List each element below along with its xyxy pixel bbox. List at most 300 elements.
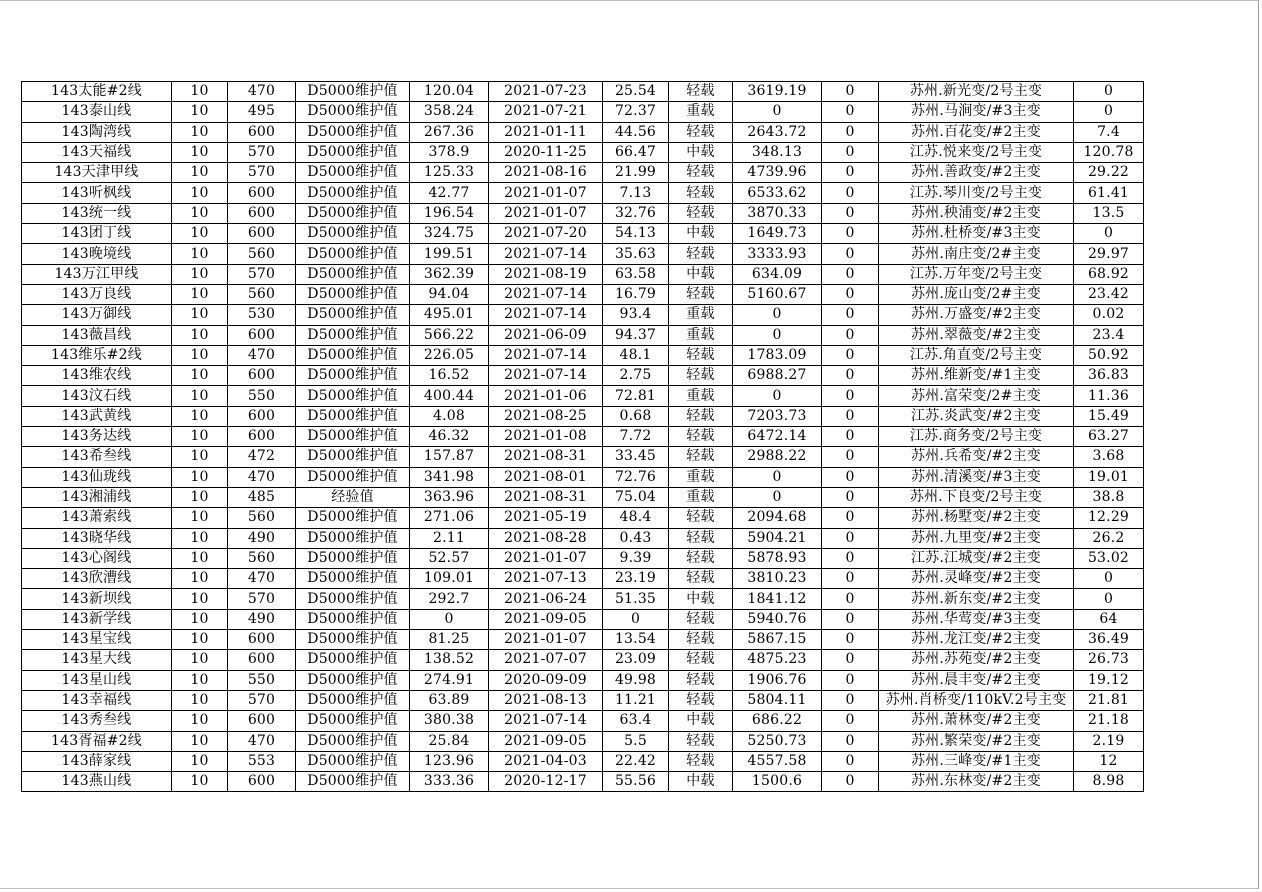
max-current-cell: 362.39: [410, 264, 489, 284]
max-current-cell: 94.04: [410, 284, 489, 304]
last-value-cell: 0.02: [1074, 305, 1144, 325]
date-cell: 2021-08-31: [489, 447, 603, 467]
load-status-cell: 轻载: [669, 163, 733, 183]
available-capacity-cell: 5804.11: [733, 690, 822, 710]
load-status-cell: 中载: [669, 142, 733, 162]
voltage-kv-cell: 10: [172, 244, 228, 264]
table-row: [22, 690, 1144, 710]
rated-current-cell: 600: [228, 630, 296, 650]
last-value-cell: 26.73: [1074, 650, 1144, 670]
load-status-cell: 轻载: [669, 183, 733, 203]
voltage-kv-cell: 10: [172, 508, 228, 528]
load-rate-cell: 0: [603, 609, 669, 629]
date-cell: 2021-07-13: [489, 569, 603, 589]
max-current-cell: 109.01: [410, 569, 489, 589]
feeder-name-cell: 143维农线: [22, 366, 172, 386]
last-value-cell: 29.97: [1074, 244, 1144, 264]
load-rate-cell: 63.4: [603, 711, 669, 731]
source-type-cell: D5000维护值: [296, 82, 410, 102]
feeder-name-cell: 143太能#2线: [22, 82, 172, 102]
voltage-kv-cell: 10: [172, 609, 228, 629]
zero-value-cell: 0: [822, 589, 879, 609]
date-cell: 2021-07-14: [489, 244, 603, 264]
available-capacity-cell: 2988.22: [733, 447, 822, 467]
available-capacity-cell: 0: [733, 386, 822, 406]
rated-current-cell: 600: [228, 122, 296, 142]
feeder-name-cell: 143湘浦线: [22, 487, 172, 507]
substation-transformer-cell: 苏州.南庄变/2#主变: [879, 244, 1074, 264]
date-cell: 2021-07-14: [489, 366, 603, 386]
voltage-kv-cell: 10: [172, 264, 228, 284]
source-type-cell: D5000维护值: [296, 772, 410, 792]
max-current-cell: 271.06: [410, 508, 489, 528]
source-type-cell: D5000维护值: [296, 305, 410, 325]
load-rate-cell: 5.5: [603, 731, 669, 751]
substation-transformer-cell: 苏州.庞山变/2#主变: [879, 284, 1074, 304]
feeder-name-cell: 143陶湾线: [22, 122, 172, 142]
voltage-kv-cell: 10: [172, 325, 228, 345]
substation-transformer-cell: 苏州.清溪变/#3主变: [879, 467, 1074, 487]
voltage-kv-cell: 10: [172, 163, 228, 183]
date-cell: 2021-08-16: [489, 163, 603, 183]
feeder-name-cell: 143新学线: [22, 609, 172, 629]
table-row: [22, 163, 1144, 183]
load-status-cell: 轻载: [669, 670, 733, 690]
last-value-cell: 2.19: [1074, 731, 1144, 751]
substation-transformer-cell: 苏州.善政变/#2主变: [879, 163, 1074, 183]
load-rate-cell: 54.13: [603, 224, 669, 244]
rated-current-cell: 570: [228, 163, 296, 183]
date-cell: 2021-05-19: [489, 508, 603, 528]
substation-transformer-cell: 苏州.九里变/#2主变: [879, 528, 1074, 548]
zero-value-cell: 0: [822, 163, 879, 183]
available-capacity-cell: 3810.23: [733, 569, 822, 589]
max-current-cell: 4.08: [410, 406, 489, 426]
feeder-name-cell: 143薛家线: [22, 751, 172, 771]
substation-transformer-cell: 苏州.肖桥变/110kV.2号主变: [879, 690, 1074, 710]
source-type-cell: D5000维护值: [296, 508, 410, 528]
date-cell: 2021-01-11: [489, 122, 603, 142]
rated-current-cell: 470: [228, 569, 296, 589]
voltage-kv-cell: 10: [172, 630, 228, 650]
load-status-cell: 轻载: [669, 447, 733, 467]
load-status-cell: 中载: [669, 264, 733, 284]
available-capacity-cell: 5878.93: [733, 548, 822, 568]
substation-transformer-cell: 苏州.新东变/#2主变: [879, 589, 1074, 609]
substation-transformer-cell: 苏州.下良变/2号主变: [879, 487, 1074, 507]
voltage-kv-cell: 10: [172, 345, 228, 365]
load-rate-cell: 51.35: [603, 589, 669, 609]
load-status-cell: 重载: [669, 487, 733, 507]
voltage-kv-cell: 10: [172, 82, 228, 102]
max-current-cell: 46.32: [410, 427, 489, 447]
source-type-cell: D5000维护值: [296, 447, 410, 467]
substation-transformer-cell: 苏州.灵峰变/#2主变: [879, 569, 1074, 589]
zero-value-cell: 0: [822, 609, 879, 629]
available-capacity-cell: 2643.72: [733, 122, 822, 142]
rated-current-cell: 560: [228, 548, 296, 568]
feeder-name-cell: 143天津甲线: [22, 163, 172, 183]
voltage-kv-cell: 10: [172, 386, 228, 406]
substation-transformer-cell: 江苏.商务变/2号主变: [879, 427, 1074, 447]
voltage-kv-cell: 10: [172, 142, 228, 162]
voltage-kv-cell: 10: [172, 406, 228, 426]
rated-current-cell: 600: [228, 203, 296, 223]
load-status-cell: 轻载: [669, 122, 733, 142]
voltage-kv-cell: 10: [172, 528, 228, 548]
substation-transformer-cell: 江苏.万年变/2号主变: [879, 264, 1074, 284]
source-type-cell: D5000维护值: [296, 386, 410, 406]
last-value-cell: 8.98: [1074, 772, 1144, 792]
feeder-name-cell: 143维乐#2线: [22, 345, 172, 365]
rated-current-cell: 600: [228, 650, 296, 670]
last-value-cell: 12: [1074, 751, 1144, 771]
load-rate-cell: 35.63: [603, 244, 669, 264]
table-row: [22, 670, 1144, 690]
zero-value-cell: 0: [822, 366, 879, 386]
date-cell: 2021-08-13: [489, 690, 603, 710]
load-status-cell: 中载: [669, 224, 733, 244]
feeder-name-cell: 143仙珑线: [22, 467, 172, 487]
table-row: [22, 427, 1144, 447]
table-row: [22, 751, 1144, 771]
zero-value-cell: 0: [822, 406, 879, 426]
last-value-cell: 38.8: [1074, 487, 1144, 507]
rated-current-cell: 490: [228, 528, 296, 548]
load-status-cell: 轻载: [669, 630, 733, 650]
source-type-cell: D5000维护值: [296, 203, 410, 223]
max-current-cell: 566.22: [410, 325, 489, 345]
last-value-cell: 63.27: [1074, 427, 1144, 447]
source-type-cell: D5000维护值: [296, 548, 410, 568]
load-rate-cell: 93.4: [603, 305, 669, 325]
rated-current-cell: 600: [228, 366, 296, 386]
rated-current-cell: 485: [228, 487, 296, 507]
substation-transformer-cell: 江苏.悦来变/2号主变: [879, 142, 1074, 162]
table-row: [22, 508, 1144, 528]
rated-current-cell: 530: [228, 305, 296, 325]
zero-value-cell: 0: [822, 528, 879, 548]
max-current-cell: 196.54: [410, 203, 489, 223]
substation-transformer-cell: 苏州.繁荣变/#2主变: [879, 731, 1074, 751]
load-status-cell: 轻载: [669, 609, 733, 629]
load-rate-cell: 32.76: [603, 203, 669, 223]
table-row: [22, 284, 1144, 304]
max-current-cell: 274.91: [410, 670, 489, 690]
rated-current-cell: 560: [228, 284, 296, 304]
zero-value-cell: 0: [822, 569, 879, 589]
table-row: [22, 305, 1144, 325]
zero-value-cell: 0: [822, 284, 879, 304]
zero-value-cell: 0: [822, 224, 879, 244]
date-cell: 2021-07-23: [489, 82, 603, 102]
rated-current-cell: 553: [228, 751, 296, 771]
feeder-name-cell: 143胥福#2线: [22, 731, 172, 751]
available-capacity-cell: 0: [733, 325, 822, 345]
source-type-cell: D5000维护值: [296, 244, 410, 264]
max-current-cell: 0: [410, 609, 489, 629]
voltage-kv-cell: 10: [172, 650, 228, 670]
voltage-kv-cell: 10: [172, 690, 228, 710]
load-rate-cell: 25.54: [603, 82, 669, 102]
source-type-cell: D5000维护值: [296, 751, 410, 771]
load-rate-cell: 63.58: [603, 264, 669, 284]
load-status-cell: 轻载: [669, 244, 733, 264]
substation-transformer-cell: 苏州.杨墅变/#2主变: [879, 508, 1074, 528]
table-row: [22, 325, 1144, 345]
available-capacity-cell: 3619.19: [733, 82, 822, 102]
load-status-cell: 重载: [669, 467, 733, 487]
substation-transformer-cell: 苏州.华莺变/#3主变: [879, 609, 1074, 629]
table-row: [22, 650, 1144, 670]
max-current-cell: 52.57: [410, 548, 489, 568]
load-status-cell: 轻载: [669, 751, 733, 771]
max-current-cell: 380.38: [410, 711, 489, 731]
max-current-cell: 358.24: [410, 102, 489, 122]
max-current-cell: 125.33: [410, 163, 489, 183]
available-capacity-cell: 6533.62: [733, 183, 822, 203]
available-capacity-cell: 1500.6: [733, 772, 822, 792]
date-cell: 2021-07-14: [489, 711, 603, 731]
table-row: [22, 264, 1144, 284]
feeder-name-cell: 143万良线: [22, 284, 172, 304]
feeder-name-cell: 143泰山线: [22, 102, 172, 122]
load-rate-cell: 72.76: [603, 467, 669, 487]
substation-transformer-cell: 苏州.新光变/2号主变: [879, 82, 1074, 102]
load-status-cell: 轻载: [669, 82, 733, 102]
table-row: [22, 122, 1144, 142]
rated-current-cell: 570: [228, 264, 296, 284]
table-row: [22, 142, 1144, 162]
available-capacity-cell: 0: [733, 305, 822, 325]
available-capacity-cell: 5867.15: [733, 630, 822, 650]
table-row: [22, 589, 1144, 609]
last-value-cell: 29.22: [1074, 163, 1144, 183]
zero-value-cell: 0: [822, 325, 879, 345]
substation-transformer-cell: 苏州.百花变/#2主变: [879, 122, 1074, 142]
load-status-cell: 中载: [669, 589, 733, 609]
load-rate-cell: 33.45: [603, 447, 669, 467]
zero-value-cell: 0: [822, 650, 879, 670]
available-capacity-cell: 0: [733, 102, 822, 122]
source-type-cell: D5000维护值: [296, 528, 410, 548]
table-row: [22, 569, 1144, 589]
load-status-cell: 重载: [669, 102, 733, 122]
last-value-cell: 13.5: [1074, 203, 1144, 223]
max-current-cell: 2.11: [410, 528, 489, 548]
feeder-name-cell: 143团丁线: [22, 224, 172, 244]
table-row: [22, 609, 1144, 629]
max-current-cell: 42.77: [410, 183, 489, 203]
available-capacity-cell: 0: [733, 467, 822, 487]
substation-transformer-cell: 苏州.龙江变/#2主变: [879, 630, 1074, 650]
rated-current-cell: 600: [228, 183, 296, 203]
available-capacity-cell: 4557.58: [733, 751, 822, 771]
zero-value-cell: 0: [822, 487, 879, 507]
last-value-cell: 21.81: [1074, 690, 1144, 710]
date-cell: 2021-08-28: [489, 528, 603, 548]
last-value-cell: 68.92: [1074, 264, 1144, 284]
available-capacity-cell: 1783.09: [733, 345, 822, 365]
substation-transformer-cell: 江苏.角直变/2号主变: [879, 345, 1074, 365]
source-type-cell: D5000维护值: [296, 163, 410, 183]
max-current-cell: 267.36: [410, 122, 489, 142]
load-rate-cell: 48.1: [603, 345, 669, 365]
feeder-name-cell: 143万御线: [22, 305, 172, 325]
zero-value-cell: 0: [822, 203, 879, 223]
feeder-name-cell: 143天福线: [22, 142, 172, 162]
available-capacity-cell: 0: [733, 487, 822, 507]
zero-value-cell: 0: [822, 427, 879, 447]
load-status-cell: 轻载: [669, 508, 733, 528]
source-type-cell: D5000维护值: [296, 731, 410, 751]
date-cell: 2021-06-09: [489, 325, 603, 345]
load-status-cell: 轻载: [669, 650, 733, 670]
source-type-cell: D5000维护值: [296, 183, 410, 203]
date-cell: 2021-01-07: [489, 183, 603, 203]
table-row: [22, 548, 1144, 568]
feeder-name-cell: 143星山线: [22, 670, 172, 690]
source-type-cell: D5000维护值: [296, 630, 410, 650]
source-type-cell: D5000维护值: [296, 711, 410, 731]
zero-value-cell: 0: [822, 772, 879, 792]
voltage-kv-cell: 10: [172, 731, 228, 751]
table-row: [22, 731, 1144, 751]
available-capacity-cell: 1649.73: [733, 224, 822, 244]
last-value-cell: 36.83: [1074, 366, 1144, 386]
source-type-cell: D5000维护值: [296, 427, 410, 447]
table-row: [22, 447, 1144, 467]
date-cell: 2021-07-20: [489, 224, 603, 244]
table-row: [22, 406, 1144, 426]
zero-value-cell: 0: [822, 548, 879, 568]
source-type-cell: D5000维护值: [296, 467, 410, 487]
last-value-cell: 12.29: [1074, 508, 1144, 528]
voltage-kv-cell: 10: [172, 447, 228, 467]
max-current-cell: 138.52: [410, 650, 489, 670]
source-type-cell: D5000维护值: [296, 325, 410, 345]
table-row: [22, 528, 1144, 548]
zero-value-cell: 0: [822, 345, 879, 365]
load-rate-cell: 11.21: [603, 690, 669, 710]
substation-transformer-cell: 江苏.琴川变/2号主变: [879, 183, 1074, 203]
date-cell: 2021-06-24: [489, 589, 603, 609]
substation-transformer-cell: 苏州.秧浦变/#2主变: [879, 203, 1074, 223]
load-rate-cell: 21.99: [603, 163, 669, 183]
substation-transformer-cell: 苏州.富荣变/2#主变: [879, 386, 1074, 406]
table-row: [22, 467, 1144, 487]
date-cell: 2020-09-09: [489, 670, 603, 690]
load-rate-cell: 22.42: [603, 751, 669, 771]
date-cell: 2021-07-14: [489, 284, 603, 304]
zero-value-cell: 0: [822, 447, 879, 467]
last-value-cell: 11.36: [1074, 386, 1144, 406]
date-cell: 2021-01-08: [489, 427, 603, 447]
date-cell: 2021-04-03: [489, 751, 603, 771]
zero-value-cell: 0: [822, 751, 879, 771]
available-capacity-cell: 686.22: [733, 711, 822, 731]
load-status-cell: 轻载: [669, 690, 733, 710]
substation-transformer-cell: 苏州.东林变/#2主变: [879, 772, 1074, 792]
load-rate-cell: 7.13: [603, 183, 669, 203]
last-value-cell: 120.78: [1074, 142, 1144, 162]
table-row: [22, 244, 1144, 264]
table-row: [22, 772, 1144, 792]
feeder-name-cell: 143欣漕线: [22, 569, 172, 589]
last-value-cell: 26.2: [1074, 528, 1144, 548]
rated-current-cell: 495: [228, 102, 296, 122]
load-rate-cell: 75.04: [603, 487, 669, 507]
feeder-name-cell: 143万江甲线: [22, 264, 172, 284]
last-value-cell: 61.41: [1074, 183, 1144, 203]
substation-transformer-cell: 苏州.翠薇变/#2主变: [879, 325, 1074, 345]
load-rate-cell: 0.43: [603, 528, 669, 548]
zero-value-cell: 0: [822, 305, 879, 325]
feeder-name-cell: 143晚境线: [22, 244, 172, 264]
max-current-cell: 81.25: [410, 630, 489, 650]
feeder-name-cell: 143薇昌线: [22, 325, 172, 345]
source-type-cell: D5000维护值: [296, 142, 410, 162]
max-current-cell: 324.75: [410, 224, 489, 244]
rated-current-cell: 472: [228, 447, 296, 467]
zero-value-cell: 0: [822, 183, 879, 203]
source-type-cell: D5000维护值: [296, 284, 410, 304]
substation-transformer-cell: 苏州.杜桥变/#3主变: [879, 224, 1074, 244]
feeder-name-cell: 143听枫线: [22, 183, 172, 203]
load-rate-cell: 0.68: [603, 406, 669, 426]
zero-value-cell: 0: [822, 467, 879, 487]
load-rate-cell: 49.98: [603, 670, 669, 690]
voltage-kv-cell: 10: [172, 711, 228, 731]
max-current-cell: 120.04: [410, 82, 489, 102]
date-cell: 2021-09-05: [489, 609, 603, 629]
date-cell: 2021-08-01: [489, 467, 603, 487]
available-capacity-cell: 7203.73: [733, 406, 822, 426]
feeder-name-cell: 143务达线: [22, 427, 172, 447]
available-capacity-cell: 1841.12: [733, 589, 822, 609]
date-cell: 2021-07-07: [489, 650, 603, 670]
table-row: [22, 224, 1144, 244]
last-value-cell: 36.49: [1074, 630, 1144, 650]
feeder-name-cell: 143武黄线: [22, 406, 172, 426]
load-status-cell: 轻载: [669, 366, 733, 386]
source-type-cell: D5000维护值: [296, 589, 410, 609]
max-current-cell: 16.52: [410, 366, 489, 386]
available-capacity-cell: 3333.93: [733, 244, 822, 264]
feeder-name-cell: 143萧索线: [22, 508, 172, 528]
load-status-cell: 轻载: [669, 406, 733, 426]
zero-value-cell: 0: [822, 630, 879, 650]
load-rate-cell: 7.72: [603, 427, 669, 447]
max-current-cell: 333.36: [410, 772, 489, 792]
max-current-cell: 341.98: [410, 467, 489, 487]
last-value-cell: 3.68: [1074, 447, 1144, 467]
available-capacity-cell: 5160.67: [733, 284, 822, 304]
table-row: [22, 366, 1144, 386]
load-status-cell: 重载: [669, 325, 733, 345]
rated-current-cell: 560: [228, 508, 296, 528]
rated-current-cell: 550: [228, 670, 296, 690]
source-type-cell: D5000维护值: [296, 569, 410, 589]
table-row: [22, 487, 1144, 507]
last-value-cell: 19.01: [1074, 467, 1144, 487]
feeder-name-cell: 143统一线: [22, 203, 172, 223]
last-value-cell: 0: [1074, 224, 1144, 244]
voltage-kv-cell: 10: [172, 305, 228, 325]
max-current-cell: 378.9: [410, 142, 489, 162]
zero-value-cell: 0: [822, 244, 879, 264]
table-row: [22, 82, 1144, 102]
